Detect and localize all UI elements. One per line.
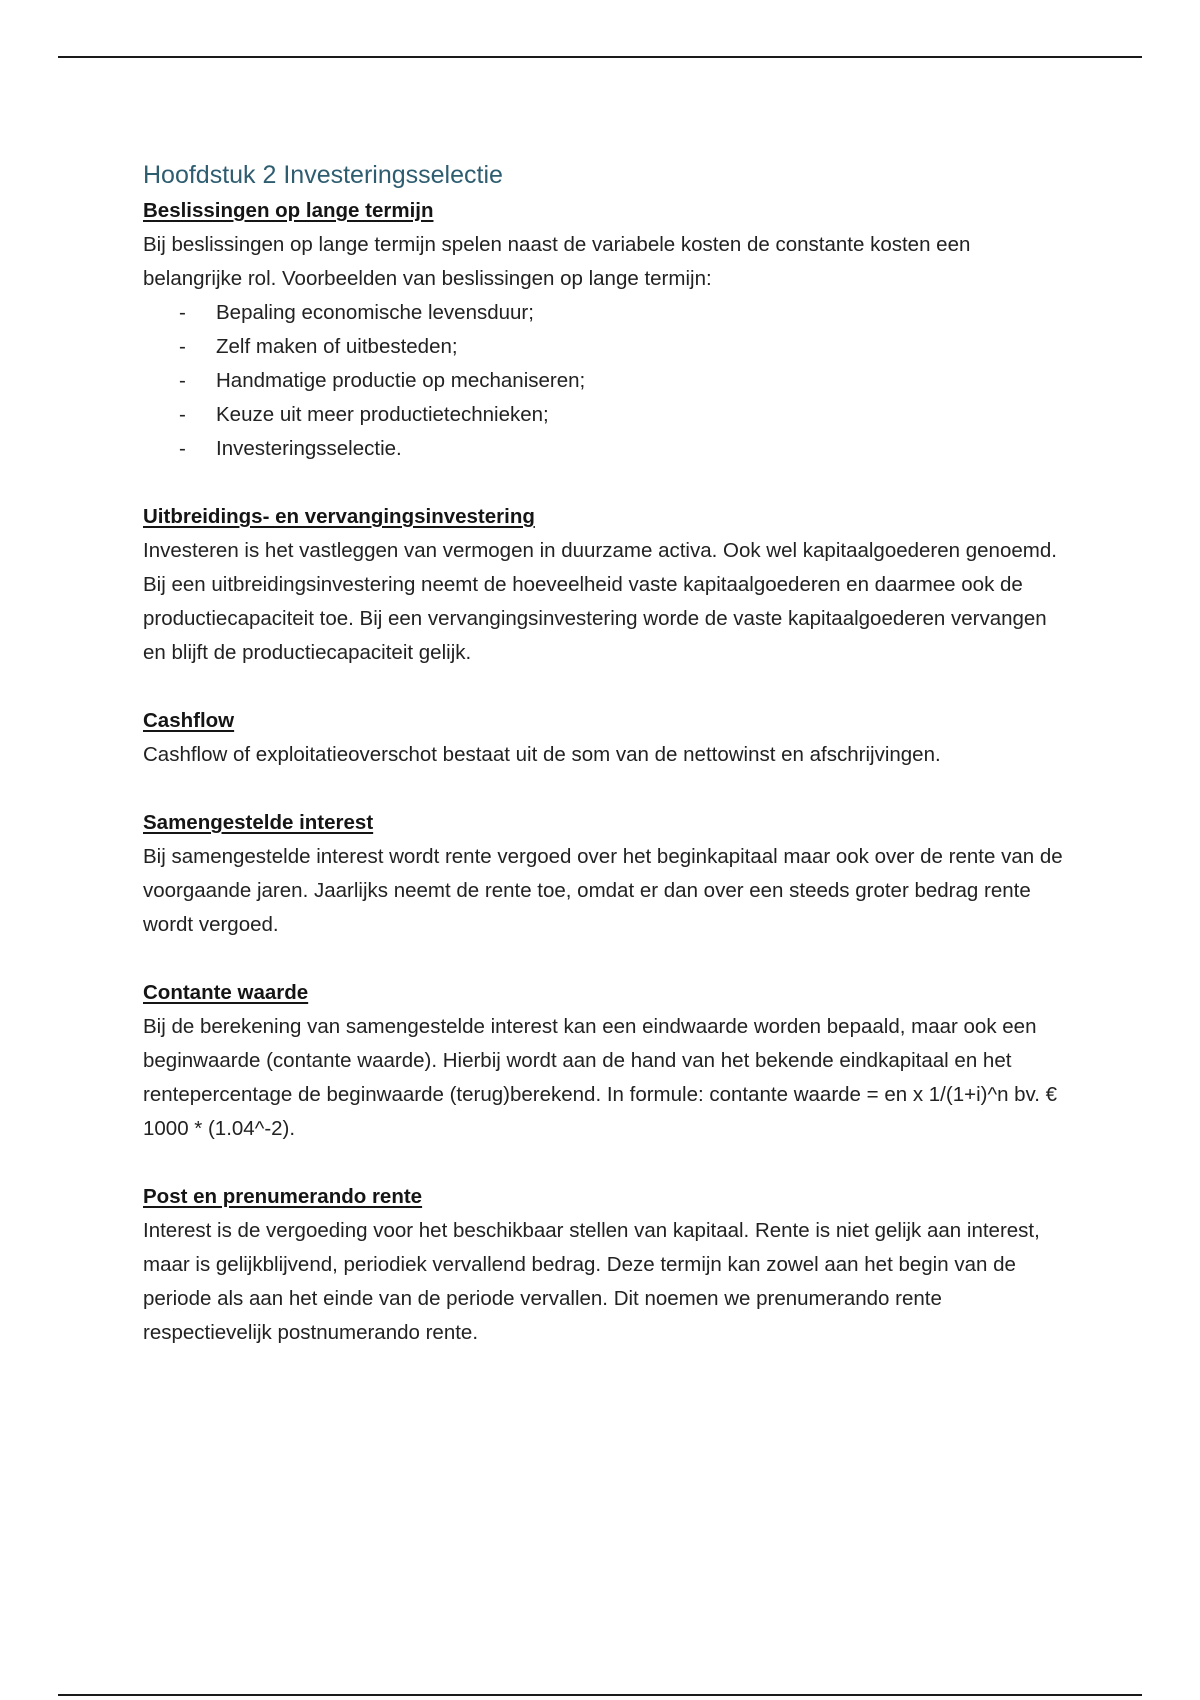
dash-marker: - <box>179 437 186 460</box>
section-heading: Beslissingen op lange termijn <box>143 199 434 222</box>
section-heading: Cashflow <box>143 709 235 732</box>
section-samengestelde-interest <box>143 806 1073 942</box>
dash-marker: - <box>179 369 186 392</box>
footer-rule <box>58 1694 1142 1696</box>
section-cashflow <box>143 704 1073 772</box>
section-heading: Contante waarde <box>143 981 309 1004</box>
section-body: Interest is de vergoeding voor het beschikbaar stellen van kapitaal. Rente is niet gelijk aan interest, maar is gelijkblijvend, periodiek vervallend bedrag. Deze termijn kan zowel aan het begin van de periode als aan het einde van de periode vervallen. Dit noemen we prenumerando rente respectievelijk postnumerando rente. <box>143 1219 1040 1344</box>
section-heading: Samengestelde interest <box>143 811 374 834</box>
section-beslissingen <box>143 194 1073 466</box>
section-heading: Post en prenumerando rente <box>143 1185 423 1208</box>
bullet-list <box>143 296 1073 466</box>
dash-marker: - <box>179 301 186 324</box>
header-rule <box>58 56 1142 58</box>
section-body: Bij de berekening van samengestelde interest kan een eindwaarde worden bepaald, maar ook een beginwaarde (contante waarde). Hierbij wordt aan de hand van het bekende eindkapitaal en het rentepercentage de beginwaarde (terug)berekend. In formule: contante waarde = en x 1/(1+i)^n bv. € 1000 * (1.04^-2). <box>143 1015 1058 1140</box>
dash-marker: - <box>179 335 186 358</box>
section-heading: Uitbreidings- en vervangingsinvestering <box>143 505 535 528</box>
section-rente <box>143 1180 1073 1350</box>
list-item: - Keuze uit meer productietechnieken; <box>143 398 1073 432</box>
section-contante-waarde <box>143 976 1073 1146</box>
list-item: - Zelf maken of uitbesteden; <box>143 330 1073 364</box>
section-body: Cashflow of exploitatieoverschot bestaat uit de som van de nettowinst en afschrijvingen. <box>143 743 941 766</box>
list-item: - Bepaling economische levensduur; <box>143 296 1073 330</box>
section-body: Bij beslissingen op lange termijn spelen naast de variabele kosten de constante kosten een belangrijke rol. Voorbeelden van beslissingen op lange termijn: <box>143 233 971 290</box>
section-body: Investeren is het vastleggen van vermogen in duurzame activa. Ook wel kapitaalgoederen genoemd. Bij een uitbreidingsinvestering neemt de hoeveelheid vaste kapitaalgoederen en daarmee ook de productiecapaciteit toe. Bij een vervangingsinvestering worde de vaste kapitaalgoederen vervangen en blijft de productiecapaciteit gelijk. <box>143 539 1057 664</box>
document-page <box>143 156 1073 1384</box>
section-investering <box>143 500 1073 670</box>
list-item: - Investeringsselectie. <box>143 432 1073 466</box>
chapter-title: Hoofdstuk 2 Investeringsselectie <box>143 161 503 189</box>
dash-marker: - <box>179 403 186 426</box>
list-item: - Handmatige productie op mechaniseren; <box>143 364 1073 398</box>
section-body: Bij samengestelde interest wordt rente vergoed over het beginkapitaal maar ook over de rente van de voorgaande jaren. Jaarlijks neemt de rente toe, omdat er dan over een steeds groter bedrag rente wordt vergoed. <box>143 845 1063 936</box>
